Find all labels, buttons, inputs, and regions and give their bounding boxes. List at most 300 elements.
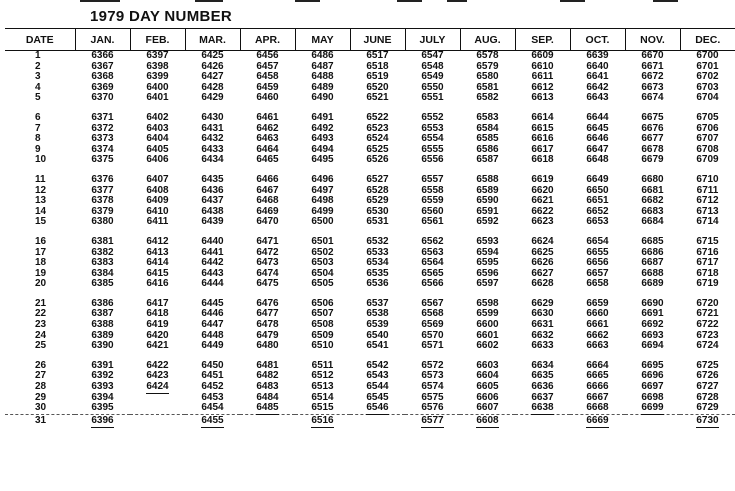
- day-number-cell: 6511: [311, 359, 334, 371]
- day-number-cell: 6406: [146, 154, 169, 166]
- day-number-cell: 6603: [476, 359, 499, 371]
- day-number-cell: 6497: [311, 184, 334, 196]
- day-number-cell: 6450: [201, 359, 224, 371]
- day-number-cell: 6720: [696, 297, 719, 309]
- date-cell: 16: [35, 235, 47, 247]
- day-number-cell: 6461: [256, 111, 279, 123]
- day-number-cell: 6570: [421, 329, 444, 341]
- day-number-cell: 6641: [586, 71, 609, 83]
- day-number-cell: 6623: [531, 216, 554, 228]
- day-number-cell: 6633: [531, 340, 554, 352]
- day-number-cell: 6374: [91, 143, 114, 155]
- day-number-cell: 6369: [91, 81, 114, 93]
- day-number-cell: 6399: [146, 71, 169, 83]
- day-number-cell: 6658: [586, 278, 609, 290]
- day-number-cell: 6709: [696, 154, 719, 166]
- day-number-cell: 6438: [201, 205, 224, 217]
- day-number-cell: 6650: [586, 184, 609, 196]
- day-number-cell: 6722: [696, 319, 719, 331]
- day-number-cell: 6707: [696, 133, 719, 145]
- day-number-cell: 6466: [256, 173, 279, 185]
- day-number-cell: 6589: [476, 184, 499, 196]
- day-number-cell: 6412: [146, 235, 169, 247]
- day-number-cell: 6571: [421, 340, 444, 352]
- day-number-cell: 6407: [146, 173, 169, 185]
- day-number-cell: 6567: [421, 297, 444, 309]
- day-number-cell: 6387: [91, 308, 114, 320]
- day-number-cell: 6595: [476, 257, 499, 269]
- day-number-cell: 6723: [696, 329, 719, 341]
- date-cell: 25: [35, 340, 47, 352]
- day-number-cell: 6598: [476, 297, 499, 309]
- day-number-cell: 6453: [201, 391, 224, 403]
- day-number-cell: 6627: [531, 267, 554, 279]
- day-number-cell: 6417: [146, 297, 169, 309]
- col-header: OCT.: [570, 29, 625, 51]
- day-number-cell: 6677: [641, 133, 664, 145]
- day-number-cell: 6431: [201, 122, 224, 134]
- day-number-cell: 6601: [476, 329, 499, 341]
- day-number-cell: 6521: [366, 92, 389, 104]
- day-number-cell: 6391: [91, 359, 114, 371]
- col-header: DATE: [5, 29, 75, 51]
- day-number-cell: 6635: [531, 370, 554, 382]
- day-number-cell: 6612: [531, 81, 554, 93]
- date-cell: 24: [35, 329, 47, 341]
- day-number-cell: 6724: [696, 340, 719, 352]
- day-number-cell: 6367: [91, 60, 114, 72]
- day-number-cell: 6423: [146, 370, 169, 382]
- day-number-cell: 6385: [91, 278, 114, 290]
- day-number-cell: 6427: [201, 71, 224, 83]
- day-number-cell: 6379: [91, 205, 114, 217]
- day-number-cell: 6704: [696, 92, 719, 104]
- day-number-cell: 6662: [586, 329, 609, 341]
- day-number-cell: 6582: [476, 92, 499, 104]
- day-number-cell: 6619: [531, 173, 554, 185]
- day-number-cell: 6491: [311, 111, 334, 123]
- day-number-cell: 6378: [91, 195, 114, 207]
- day-number-cell: 6512: [311, 370, 334, 382]
- day-number-cell: [625, 416, 680, 427]
- date-cell: 18: [35, 257, 47, 269]
- day-number-cell: 6455: [201, 414, 224, 426]
- day-number-cell: 6592: [476, 216, 499, 228]
- day-number-cell: 6559: [421, 195, 444, 207]
- day-number-cell: 6518: [366, 60, 389, 72]
- date-cell: 11: [35, 173, 46, 185]
- day-number-cell: 6451: [201, 370, 224, 382]
- day-number-cell: 6452: [201, 381, 224, 393]
- day-number-cell: 6443: [201, 267, 224, 279]
- day-number-cell: 6368: [91, 71, 114, 83]
- day-number-cell: 6398: [146, 60, 169, 72]
- day-number-cell: 6420: [146, 329, 169, 341]
- day-number-cell: 6648: [586, 154, 609, 166]
- day-number-cell: 6617: [531, 143, 554, 155]
- day-number-cell: 6678: [641, 143, 664, 155]
- day-number-cell: 6657: [586, 267, 609, 279]
- day-number-cell: 6382: [91, 246, 114, 258]
- day-number-cell: 6572: [421, 359, 444, 371]
- day-number-cell: 6672: [641, 71, 664, 83]
- day-number-cell: 6682: [641, 195, 664, 207]
- day-number-cell: 6585: [476, 133, 499, 145]
- day-number-cell: 6578: [476, 50, 499, 61]
- day-number-cell: 6563: [421, 246, 444, 258]
- day-number-cell: 6656: [586, 257, 609, 269]
- day-number-cell: 6510: [311, 340, 334, 352]
- day-number-cell: 6693: [641, 329, 664, 341]
- date-cell: 13: [35, 195, 47, 207]
- day-number-cell: 6371: [91, 111, 114, 123]
- date-cell: 28: [35, 381, 47, 393]
- day-number-cell: 6726: [696, 370, 719, 382]
- day-number-cell: 6684: [641, 216, 664, 228]
- day-number-cell: 6404: [146, 133, 169, 145]
- col-header: MAY: [295, 29, 350, 51]
- day-number-cell: 6422: [146, 359, 169, 371]
- day-number-cell: 6696: [641, 370, 664, 382]
- day-number-cell: 6375: [91, 154, 114, 166]
- day-number-cell: 6471: [256, 235, 279, 247]
- day-number-cell: 6655: [586, 246, 609, 258]
- date-cell: 31: [35, 414, 47, 426]
- day-number-cell: 6590: [476, 195, 499, 207]
- day-number-cell: 6604: [476, 370, 499, 382]
- day-number-cell: 6729: [696, 402, 719, 414]
- day-number-cell: 6602: [476, 340, 499, 352]
- day-number-cell: 6626: [531, 257, 554, 269]
- day-number-cell: 6439: [201, 216, 224, 228]
- day-number-cell: 6373: [91, 133, 114, 145]
- day-number-cell: 6498: [311, 195, 334, 207]
- day-number-cell: 6483: [256, 381, 279, 393]
- day-number-cell: 6495: [311, 154, 334, 166]
- date-cell: 7: [35, 122, 41, 134]
- day-number-cell: 6666: [586, 381, 609, 393]
- day-number-cell: 6716: [696, 246, 719, 258]
- day-number-cell: 6478: [256, 319, 279, 331]
- day-number-cell: 6436: [201, 184, 224, 196]
- day-number-cell: 6632: [531, 329, 554, 341]
- day-number-cell: 6405: [146, 143, 169, 155]
- day-number-cell: 6526: [366, 154, 389, 166]
- date-cell: 2: [35, 60, 41, 72]
- day-number-cell: 6515: [311, 402, 334, 414]
- day-number-cell: 6721: [696, 308, 719, 320]
- day-number-cell: 6642: [586, 81, 609, 93]
- day-number-cell: 6437: [201, 195, 224, 207]
- day-number-cell: 6674: [641, 92, 664, 104]
- day-number-cell: 6366: [91, 50, 114, 61]
- day-number-cell: 6397: [146, 50, 169, 61]
- day-number-cell: 6694: [641, 340, 664, 352]
- day-number-cell: 6663: [586, 340, 609, 352]
- day-number-cell: 6529: [366, 195, 389, 207]
- day-number-cell: 6445: [201, 297, 224, 309]
- day-number-cell: 6383: [91, 257, 114, 269]
- day-number-cell: 6557: [421, 173, 444, 185]
- day-number-cell: 6562: [421, 235, 444, 247]
- date-cell: 12: [35, 184, 47, 196]
- day-number-cell: 6558: [421, 184, 444, 196]
- day-number-cell: 6522: [366, 111, 389, 123]
- day-number-cell: 6507: [311, 308, 334, 320]
- day-number-cell: 6591: [476, 205, 499, 217]
- day-number-cell: 6444: [201, 278, 224, 290]
- day-number-cell: 6610: [531, 60, 554, 72]
- day-number-cell: 6490: [311, 92, 334, 104]
- day-number-cell: 6425: [201, 50, 224, 61]
- day-number-cell: 6513: [311, 381, 334, 393]
- day-number-cell: 6685: [641, 235, 664, 247]
- day-number-cell: 6549: [421, 71, 444, 83]
- day-number-cell: 6683: [641, 205, 664, 217]
- day-number-cell: 6550: [421, 81, 444, 93]
- date-cell: 14: [35, 205, 47, 217]
- day-number-cell: 6609: [531, 50, 554, 61]
- day-number-cell: 6449: [201, 340, 224, 352]
- day-number-cell: 6486: [311, 50, 334, 61]
- day-number-cell: 6402: [146, 111, 169, 123]
- day-number-cell: 6646: [586, 133, 609, 145]
- day-number-cell: 6413: [146, 246, 169, 258]
- day-number-cell: 6711: [696, 184, 719, 196]
- day-number-cell: 6372: [91, 122, 114, 134]
- day-number-cell: 6424: [146, 381, 169, 393]
- day-number-cell: 6665: [586, 370, 609, 382]
- day-number-cell: 6675: [641, 111, 664, 123]
- day-number-cell: 6520: [366, 81, 389, 93]
- day-number-cell: 6556: [421, 154, 444, 166]
- day-number-cell: 6680: [641, 173, 664, 185]
- day-number-cell: 6695: [641, 359, 664, 371]
- day-number-cell: 6622: [531, 205, 554, 217]
- date-cell: 17: [35, 246, 47, 258]
- day-number-cell: 6473: [256, 257, 279, 269]
- day-number-cell: 6634: [531, 359, 554, 371]
- day-number-cell: 6613: [531, 92, 554, 104]
- date-cell: 6: [35, 111, 41, 123]
- day-number-cell: 6631: [531, 319, 554, 331]
- day-number-cell: 6587: [476, 154, 499, 166]
- date-cell: 15: [35, 216, 47, 228]
- day-number-cell: 6630: [531, 308, 554, 320]
- day-number-cell: 6530: [366, 205, 389, 217]
- day-number-cell: 6554: [421, 133, 444, 145]
- date-cell: 30: [35, 402, 47, 414]
- day-number-cell: 6493: [311, 133, 334, 145]
- table-row: [5, 155, 735, 166]
- date-cell: 8: [35, 133, 41, 145]
- day-number-cell: 6688: [641, 267, 664, 279]
- day-number-cell: 6552: [421, 111, 444, 123]
- day-number-cell: 6421: [146, 340, 169, 352]
- day-number-cell: 6565: [421, 267, 444, 279]
- day-number-cell: 6621: [531, 195, 554, 207]
- day-number-cell: 6494: [311, 143, 334, 155]
- day-number-cell: 6414: [146, 257, 169, 269]
- day-number-cell: 6487: [311, 60, 334, 72]
- day-number-cell: 6697: [641, 381, 664, 393]
- day-number-cell: 6706: [696, 122, 719, 134]
- day-number-cell: 6660: [586, 308, 609, 320]
- day-number-cell: 6668: [586, 402, 609, 414]
- day-number-cell: 6599: [476, 308, 499, 320]
- day-number-cell: 6579: [476, 60, 499, 72]
- day-number-cell: 6389: [91, 329, 114, 341]
- day-number-cell: 6456: [256, 50, 279, 61]
- day-number-cell: 6649: [586, 173, 609, 185]
- day-number-cell: 6536: [366, 278, 389, 290]
- day-number-cell: 6395: [91, 402, 114, 414]
- day-number-cell: 6400: [146, 81, 169, 93]
- day-number-cell: 6670: [641, 50, 664, 61]
- day-number-cell: 6506: [311, 297, 334, 309]
- day-number-cell: 6699: [641, 402, 664, 414]
- day-number-cell: 6614: [531, 111, 554, 123]
- day-number-cell: 6481: [256, 359, 279, 371]
- day-number-cell: 6474: [256, 267, 279, 279]
- day-number-cell: 6539: [366, 319, 389, 331]
- day-number-cell: 6597: [476, 278, 499, 290]
- day-number-cell: 6673: [641, 81, 664, 93]
- day-number-cell: 6540: [366, 329, 389, 341]
- day-number-cell: 6620: [531, 184, 554, 196]
- day-number-cell: 6718: [696, 267, 719, 279]
- day-number-cell: 6669: [586, 414, 609, 426]
- day-number-cell: 6728: [696, 391, 719, 403]
- day-number-cell: 6560: [421, 205, 444, 217]
- day-number-cell: 6485: [256, 402, 279, 414]
- day-number-cell: 6440: [201, 235, 224, 247]
- day-number-cell: 6568: [421, 308, 444, 320]
- day-number-cell: 6703: [696, 81, 719, 93]
- day-number-cell: 6470: [256, 216, 279, 228]
- day-number-cell: 6448: [201, 329, 224, 341]
- table-row: [5, 93, 735, 104]
- day-number-cell: 6551: [421, 92, 444, 104]
- day-number-cell: 6593: [476, 235, 499, 247]
- day-number-cell: 6457: [256, 60, 279, 72]
- day-number-cell: 6433: [201, 143, 224, 155]
- day-number-cell: 6504: [311, 267, 334, 279]
- day-number-cell: 6690: [641, 297, 664, 309]
- day-number-cell: 6679: [641, 154, 664, 166]
- day-number-cell: 6482: [256, 370, 279, 382]
- day-number-cell: 6447: [201, 319, 224, 331]
- day-number-cell: 6588: [476, 173, 499, 185]
- date-cell: 19: [35, 267, 47, 279]
- day-number-cell: 6719: [696, 278, 719, 290]
- day-number-cell: 6692: [641, 319, 664, 331]
- day-number-cell: 6458: [256, 71, 279, 83]
- day-number-cell: 6460: [256, 92, 279, 104]
- day-number-cell: 6390: [91, 340, 114, 352]
- day-number-cell: 6384: [91, 267, 114, 279]
- day-number-cell: 6523: [366, 122, 389, 134]
- col-header: MAR.: [185, 29, 240, 51]
- day-number-cell: 6429: [201, 92, 224, 104]
- day-number-cell: 6708: [696, 143, 719, 155]
- day-number-cell: [350, 416, 405, 427]
- day-number-cell: 6618: [531, 154, 554, 166]
- day-number-cell: 6531: [366, 216, 389, 228]
- day-number-cell: 6469: [256, 205, 279, 217]
- day-number-cell: 6477: [256, 308, 279, 320]
- day-number-cell: 6409: [146, 195, 169, 207]
- day-number-cell: 6464: [256, 143, 279, 155]
- day-number-cell: 6576: [421, 402, 444, 414]
- day-number-cell: 6564: [421, 257, 444, 269]
- day-number-cell: 6416: [146, 278, 169, 290]
- day-number-cell: 6686: [641, 246, 664, 258]
- col-header: FEB.: [130, 29, 185, 51]
- day-number-cell: 6654: [586, 235, 609, 247]
- day-number-cell: 6667: [586, 391, 609, 403]
- day-number-cell: 6543: [366, 370, 389, 382]
- day-number-cell: 6561: [421, 216, 444, 228]
- day-number-cell: 6533: [366, 246, 389, 258]
- date-cell: 21: [35, 297, 47, 309]
- day-number-cell: 6647: [586, 143, 609, 155]
- date-cell: 5: [35, 92, 41, 104]
- header-row: [5, 29, 735, 51]
- day-number-cell: 6698: [641, 391, 664, 403]
- day-number-cell: [130, 403, 185, 414]
- day-number-cell: 6586: [476, 143, 499, 155]
- day-number-cell: 6525: [366, 143, 389, 155]
- day-number-cell: 6492: [311, 122, 334, 134]
- day-number-cell: 6637: [531, 391, 554, 403]
- day-number-cell: 6547: [421, 50, 444, 61]
- day-number-cell: 6408: [146, 184, 169, 196]
- day-number-cell: 6516: [311, 414, 334, 426]
- day-number-cell: 6653: [586, 216, 609, 228]
- day-number-cell: 6489: [311, 81, 334, 93]
- day-number-cell: 6418: [146, 308, 169, 320]
- day-number-cell: 6396: [91, 414, 114, 426]
- col-header: SEP.: [515, 29, 570, 51]
- day-number-cell: [130, 416, 185, 427]
- date-cell: 20: [35, 278, 47, 290]
- day-number-cell: 6566: [421, 278, 444, 290]
- date-cell: 23: [35, 319, 47, 331]
- day-number-cell: 6555: [421, 143, 444, 155]
- date-cell: 27: [35, 370, 47, 382]
- day-number-cell: 6459: [256, 81, 279, 93]
- table-body: [5, 51, 735, 427]
- day-number-cell: 6502: [311, 246, 334, 258]
- day-number-cell: 6499: [311, 205, 334, 217]
- day-number-cell: [515, 416, 570, 427]
- day-number-cell: 6639: [586, 50, 609, 61]
- day-number-cell: 6419: [146, 319, 169, 331]
- date-cell: 22: [35, 308, 47, 320]
- day-number-cell: 6479: [256, 329, 279, 341]
- table-row: [5, 217, 735, 228]
- day-number-cell: 6580: [476, 71, 499, 83]
- day-number-cell: 6527: [366, 173, 389, 185]
- date-cell: 9: [35, 143, 41, 155]
- day-number-cell: 6442: [201, 257, 224, 269]
- day-number-cell: 6705: [696, 111, 719, 123]
- day-number-cell: [130, 393, 185, 404]
- day-number-cell: 6517: [366, 50, 389, 61]
- table-row: [5, 341, 735, 352]
- day-number-cell: 6569: [421, 319, 444, 331]
